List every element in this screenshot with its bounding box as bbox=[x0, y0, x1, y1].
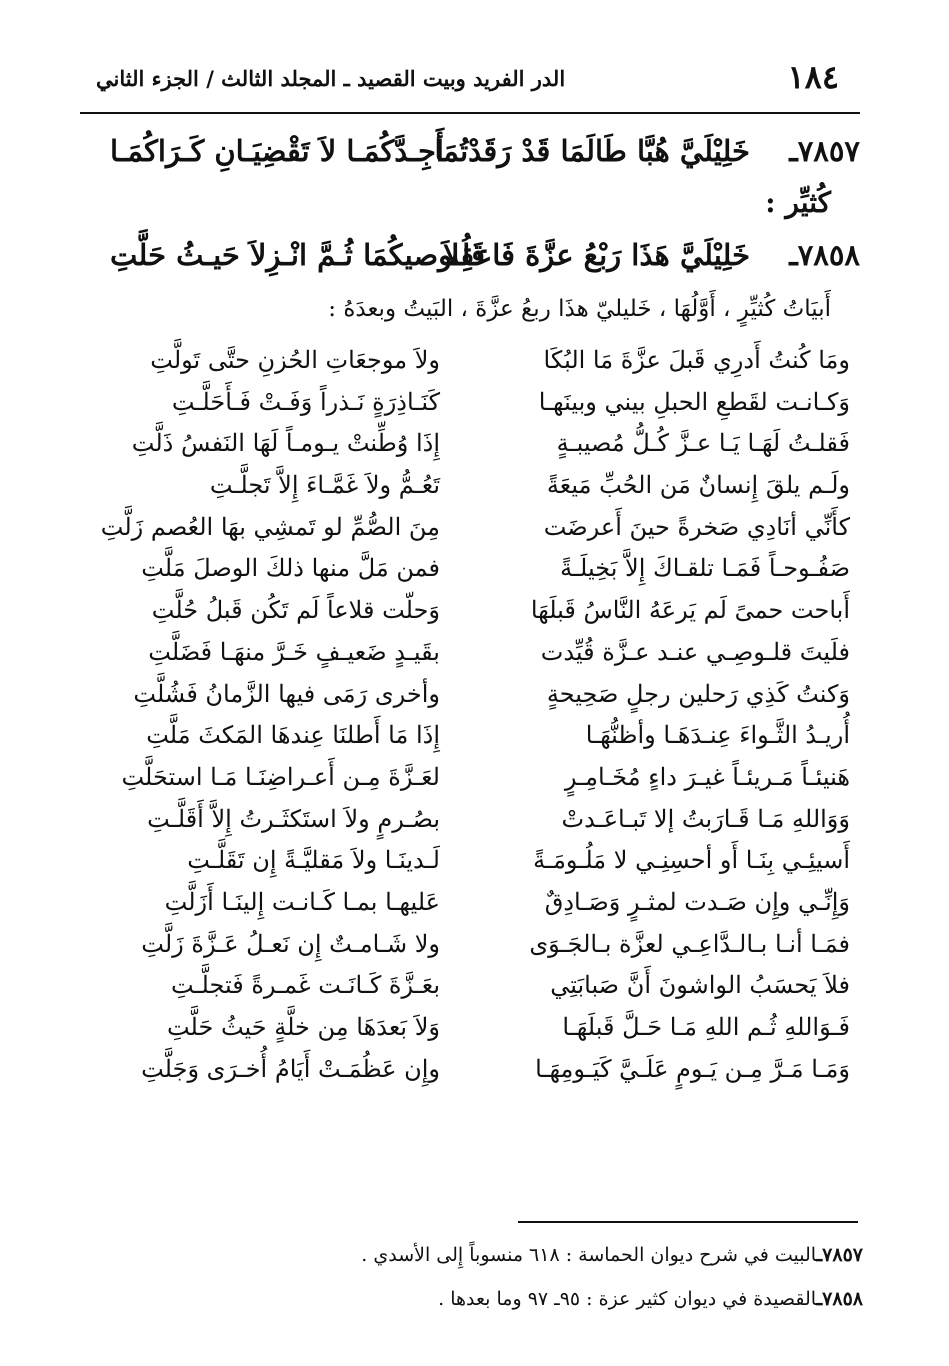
couplet bbox=[110, 924, 850, 966]
second-hemistich: لعَـزَّةَ مِـن أَعـراضِنَـا مَـا استحَلَّتِ bbox=[121, 762, 440, 791]
couplet bbox=[110, 632, 850, 674]
first-hemistich: فَقلـتُ لَهَـا يَـا عـزَّ كُـلُّ مُصيبـةٍ bbox=[556, 429, 850, 458]
second-hemistich: بقَيـدٍ ضَعيـفٍ خَـرَّ منهَـا فَضَلَّتِ bbox=[148, 637, 440, 666]
poet-name: كُثيِّر : bbox=[765, 186, 831, 219]
verse-7857 bbox=[100, 134, 860, 184]
footnote-number: ٧٨٥٧ـ bbox=[816, 1244, 863, 1266]
first-hemistich: فلاَ يَحسَبُ الواشونَ أَنَّ صَبابَتِي bbox=[550, 971, 850, 1000]
poem-intro: أَبيَاتُ كُثيِّرٍ ، أَوَّلُهَا ، خَليليّ هذَا ربعُ عزَّةَ ، البَيتُ وبعدَهُ : bbox=[328, 296, 831, 322]
first-hemistich: أَسيئِـي بِنَـا أَو أحسِنِـي لا مَلُـومَـةً bbox=[533, 846, 850, 875]
first-hemistich: وَكنتُ كَذِي رَحلين رجلٍ صَحِيحةٍ bbox=[546, 679, 850, 708]
first-hemistich: فمَـا أنـا بـالـدَّاعِـي لعزَّة بـالجَـوَى bbox=[529, 929, 850, 958]
footnote-text: البيت في شرح ديوان الحماسة : ٦١٨ منسوباً إِلى الأسدي . bbox=[361, 1244, 817, 1266]
second-hemistich: لَـدينَـا ولاَ مَقليَّـةً إِن تَقَلَّـتِ bbox=[187, 846, 440, 875]
verse-first-hemistich: خَلِيْلَيَّ هُبَّا طَالَمَا قَدْ رَقَدْتُمَا bbox=[434, 134, 750, 168]
header-divider bbox=[80, 112, 860, 114]
second-hemistich: مِنَ الصُّمِّ لو تَمشِي بهَا العُصم زَلَّتِ bbox=[100, 512, 440, 541]
couplet bbox=[110, 965, 850, 1007]
couplet bbox=[110, 465, 850, 507]
first-hemistich: ولَـم يلقَ إِنسانٌ مَن الحُبِّ مَيعَةً bbox=[546, 471, 850, 500]
first-hemistich: هَنيئـاً مَـريئـاً غيـرَ داءٍ مُخَـامِـرٍ bbox=[564, 762, 850, 791]
verse-first-hemistich: خَلِيْلَيَّ هَذَا رَبْعُ عزَّةَ فَاعقِلاَ bbox=[443, 238, 750, 272]
verse-second-hemistich: قَلُـوصيكُمَا ثُـمَّ انْـزِلاَ حَيـثُ حَلَّتِ bbox=[110, 238, 486, 272]
couplet bbox=[110, 382, 850, 424]
first-hemistich: وَمَـا مَـرَّ مِـن يَـومٍ عَلَـيَّ كَيَـومِهَـا bbox=[535, 1054, 850, 1083]
first-hemistich: ومَا كُنتُ أَدرِي قَبلَ عزَّةَ مَا البُكَا bbox=[543, 346, 850, 374]
footnote-number: ٧٨٥٨ـ bbox=[816, 1288, 863, 1310]
second-hemistich: وإِن عَظُمَـتْ أَيَامُ أُخـرَى وَجَلَّتِ bbox=[141, 1054, 440, 1083]
couplet bbox=[100, 507, 850, 549]
first-hemistich: فَـوَاللهِ ثُـم اللهِ مَـا حَـلَّ قَبلَهَـا bbox=[562, 1013, 850, 1041]
second-hemistich: بصُـرمٍ ولاَ استَكثَـرتُ إِلاَّ أَقَلَّـتِ bbox=[147, 804, 440, 833]
second-hemistich: ولاَ موجعَاتِ الحُزنِ حتَّى تَولَّتِ bbox=[150, 346, 440, 374]
second-hemistich: إِذَا وُطِّنتْ يـومـاً لَهَا النَفسُ ذَلَّتِ bbox=[131, 429, 440, 458]
second-hemistich: ولا شَـامـتٌ إِن نَعـلُ عَـزَّةَ زَلَّتِ bbox=[141, 929, 440, 958]
verse-number: ٧٨٥٨ـ bbox=[789, 238, 860, 272]
second-hemistich: عَليهـا بمـا كَـانـت إِلينَـا أَزَلَّتِ bbox=[164, 887, 440, 916]
verse-number: ٧٨٥٧ـ bbox=[789, 134, 860, 168]
couplet bbox=[110, 882, 850, 924]
couplet bbox=[110, 715, 850, 757]
first-hemistich: كأَنِّي أنَادِي صَخرةً حينَ أَعرضَت bbox=[543, 512, 850, 541]
footnote-7857 bbox=[361, 1244, 863, 1266]
first-hemistich: وَوَاللهِ مَـا قَـارَبتُ إلا تَبـاعَـدتْ bbox=[561, 804, 850, 833]
second-hemistich: إِذَا مَا أَطلنَا عِندهَا المَكثَ مَلَّتِ bbox=[146, 721, 440, 750]
first-hemistich: صَفُـوحـاً فَمَـا تلقـاكَ إِلاَّ بَخِيلَـةً bbox=[560, 554, 850, 583]
footnote-7858 bbox=[438, 1288, 863, 1310]
first-hemistich: وَإِنِّـي وإِن صَـدت لمثـرٍ وَصَـادِقٌ bbox=[544, 887, 850, 916]
verse-7858 bbox=[100, 238, 860, 288]
second-hemistich: بعَـزَّةَ كَـانَـت غَمـرةً فَتجلَّـتِ bbox=[170, 971, 440, 1000]
couplet bbox=[110, 590, 850, 632]
couplet bbox=[110, 423, 850, 465]
second-hemistich: وَلاَ بَعدَهَا مِن خلَّةٍ حَيثُ حَلَّتِ bbox=[166, 1013, 440, 1041]
verse-second-hemistich: أَجِـدَّكُمَـا لاَ تَقْضِيَـانِ كَـرَاكُمَـا bbox=[110, 134, 444, 168]
second-hemistich: كَنَـاذِرَةٍ نَـذراً وَفَـتْ فَـأَحَلَّـتِ bbox=[171, 387, 440, 416]
second-hemistich: وَحلّت قلاعاً لَم تَكُن قَبلُ حُلَّتِ bbox=[151, 596, 440, 625]
first-hemistich: وَكـانـت لقَطعِ الحبلِ بيني وبينَهـا bbox=[538, 387, 850, 416]
second-hemistich: تَعُـمُّ ولاَ غَمَّـاءَ إِلاَّ تَجلَّـتِ bbox=[209, 471, 440, 500]
poem bbox=[100, 340, 850, 1090]
couplet bbox=[110, 674, 850, 716]
couplet bbox=[110, 1007, 850, 1049]
first-hemistich: أَباحت حمىً لَم يَرعَهُ النَّاسُ قَبلَهَا bbox=[530, 596, 850, 625]
second-hemistich: فمن مَلَّ منها ذلكَ الوصلَ مَلَّتِ bbox=[141, 554, 440, 583]
first-hemistich: فلَيتَ قلـوصِـي عنـد عـزَّة قُيِّدت bbox=[540, 637, 850, 666]
footnote-divider bbox=[518, 1221, 858, 1223]
running-title: الدر الفريد وبيت القصيد ـ المجلد الثالث / الجزء الثاني bbox=[96, 66, 566, 91]
couplet bbox=[110, 548, 850, 590]
page-number: ١٨٤ bbox=[787, 58, 839, 96]
couplet bbox=[110, 757, 850, 799]
couplet bbox=[110, 340, 850, 382]
couplet bbox=[110, 1049, 850, 1091]
first-hemistich: أُريـدُ الثَّـواءَ عِنـدَهَـا وأظنُّهَـا bbox=[585, 721, 850, 750]
couplet bbox=[110, 799, 850, 841]
couplet bbox=[110, 840, 850, 882]
second-hemistich: وأخرى رَمَى فيها الزَّمانُ فَشُلَّتِ bbox=[133, 679, 440, 708]
footnote-text: القصيدة في ديوان كثير عزة : ٩٥ـ ٩٧ وما بعدها . bbox=[438, 1288, 817, 1310]
